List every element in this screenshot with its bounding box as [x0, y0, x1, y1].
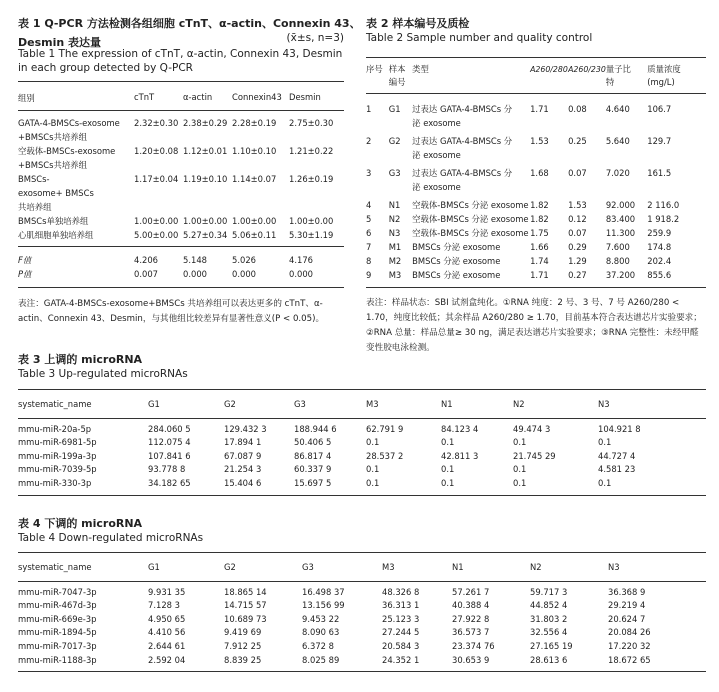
table-row — [366, 94, 706, 131]
table2-cell: M3 — [388, 270, 402, 280]
table4-cell: 30.653 9 — [452, 654, 490, 665]
table1-cell: 0.000 — [232, 269, 256, 279]
table2-cell: N3 — [388, 228, 401, 238]
table2-cell: N1 — [388, 200, 401, 210]
table4-cell: 18.865 14 — [224, 586, 267, 597]
table1-stat-label: F值 — [18, 255, 32, 265]
table1-cell: 5.06±0.11 — [232, 230, 277, 240]
table1-cell: 4.176 — [289, 255, 313, 265]
table2-cell: 83.400 — [605, 214, 636, 224]
table2-cell: 空载体-BMSCs 分泌 exosome — [412, 200, 529, 210]
table1-header: 组别 — [18, 93, 35, 103]
table2-cell: 空载体-BMSCs 分泌 exosome — [412, 214, 529, 224]
table3-cell: 0.1 — [441, 477, 455, 488]
table4-cell: 4.410 56 — [148, 627, 186, 638]
table2-cell: 1.74 — [530, 256, 549, 266]
table2 — [366, 57, 706, 288]
table2-header: 序号 — [366, 64, 383, 74]
table1-group: BMSCs单独培养组 — [18, 216, 89, 226]
table4-cell: 8.839 25 — [224, 654, 262, 665]
table3-cell: 28.537 2 — [366, 450, 404, 461]
table3-header: N3 — [598, 399, 610, 409]
table-row — [18, 654, 706, 672]
table3-cell: 112.075 4 — [148, 437, 191, 448]
table1-cell: 5.00±0.00 — [134, 230, 179, 240]
table-row — [18, 172, 344, 214]
table1-group: 空载体-BMSCs-exosome +BMSCs共培养组 — [18, 146, 116, 170]
table4-block — [18, 516, 706, 672]
table4-cell: 14.715 57 — [224, 600, 267, 611]
table3-header: G1 — [148, 399, 160, 409]
table1-block — [18, 16, 361, 327]
table2-cell: N2 — [388, 214, 401, 224]
table2-cell: 5.640 — [605, 136, 630, 146]
table-row — [18, 214, 344, 228]
table4-cell: 23.374 76 — [452, 640, 495, 651]
table2-header: 量子比特 — [605, 64, 631, 87]
table4-cell: 25.123 3 — [382, 613, 420, 624]
table3-cell: 84.123 4 — [441, 423, 479, 434]
table4 — [18, 552, 706, 672]
table3-cell: 50.406 5 — [294, 437, 332, 448]
table2-cell: 0.12 — [568, 214, 587, 224]
table3-header: G2 — [224, 399, 236, 409]
table2-cell: 7.600 — [605, 242, 630, 252]
table1-header: cTnT — [134, 92, 155, 102]
table1-cell: 1.12±0.01 — [183, 146, 228, 156]
table3-name: mmu-miR-7039-5p — [18, 464, 97, 475]
table3-name: mmu-miR-330-3p — [18, 477, 92, 488]
table-row — [18, 463, 706, 477]
table4-header-row — [18, 553, 706, 582]
table2-cell: 0.27 — [568, 270, 587, 280]
table-row — [18, 228, 344, 247]
table2-block — [366, 16, 706, 356]
table4-header: G2 — [224, 562, 236, 572]
table-row — [366, 194, 706, 212]
table4-cell: 28.613 6 — [530, 654, 568, 665]
table-row — [366, 130, 706, 162]
table3-name: mmu-miR-20a-5p — [18, 423, 92, 434]
table4-name: mmu-miR-1188-3p — [18, 654, 97, 665]
table4-cell: 2.592 04 — [148, 654, 186, 665]
table3-cell: 0.1 — [598, 437, 612, 448]
table4-name: mmu-miR-1894-5p — [18, 627, 97, 638]
table1-header: α-actin — [183, 92, 213, 102]
table-row — [366, 212, 706, 226]
table4-cell: 4.950 65 — [148, 613, 186, 624]
table2-cell: G2 — [388, 136, 401, 146]
table3-cell: 4.581 23 — [598, 464, 636, 475]
table1-cell: 1.20±0.08 — [134, 146, 179, 156]
table2-caption-en: Table 2 Sample number and quality control — [366, 32, 593, 44]
table-row — [366, 254, 706, 268]
table4-header: M3 — [382, 562, 395, 572]
table2-cell: 过表达 GATA-4-BMSCs 分泌 exosome — [412, 136, 513, 160]
table2-cell: 259.9 — [647, 228, 672, 238]
table4-cell: 36.313 1 — [382, 600, 420, 611]
table2-note: 表注：样品状态：SBI 试剂盒纯化。①RNA 纯度：2 号、3 号、7 号 A260/280 < 1.70，纯度比较低；其余样品 A260/280 ≥ 1.70，目前基本符合表达谱芯片实验要求；②RNA 总量：样品总量≥ 30 ng，满足表达谱芯片实验要求；③RNA 完整性：未经甲醛变性胶电泳检测。 — [366, 298, 702, 353]
table2-cell: 空载体-BMSCs 分泌 exosome — [412, 228, 529, 238]
table3-caption-zh: 表 3 上调的 microRNA — [18, 353, 143, 366]
table2-cell: 1 918.2 — [647, 214, 680, 224]
table-row — [18, 436, 706, 450]
table4-cell: 9.419 69 — [224, 627, 262, 638]
table4-cell: 18.672 65 — [608, 654, 651, 665]
table3-header: systematic_name — [18, 399, 92, 409]
table2-cell: 1.29 — [568, 256, 587, 266]
table4-cell: 17.220 32 — [608, 640, 651, 651]
table2-header-row — [366, 58, 706, 94]
table2-cell: 202.4 — [647, 256, 672, 266]
table3-cell: 60.337 9 — [294, 464, 332, 475]
table3-cell: 42.811 3 — [441, 450, 479, 461]
table4-cell: 57.261 7 — [452, 586, 490, 597]
table-row — [18, 613, 706, 627]
table3-cell: 21.254 3 — [224, 464, 262, 475]
table3-cell: 44.727 4 — [598, 450, 636, 461]
table4-header: N2 — [530, 562, 542, 572]
table2-cell: 1.53 — [530, 136, 549, 146]
table3-cell: 0.1 — [366, 477, 380, 488]
table3-cell: 284.060 5 — [148, 423, 191, 434]
table-row — [18, 581, 706, 599]
table2-cell: 11.300 — [605, 228, 636, 238]
table3-cell: 0.1 — [513, 464, 527, 475]
table4-cell: 32.556 4 — [530, 627, 568, 638]
table3-cell: 93.778 8 — [148, 464, 186, 475]
table2-cell: 6 — [366, 228, 372, 238]
table2-cell: 1.68 — [530, 168, 549, 178]
table1-cell: 2.32±0.30 — [134, 118, 179, 128]
table2-cell: 161.5 — [647, 168, 672, 178]
table3-name: mmu-miR-6981-5p — [18, 437, 97, 448]
table2-cell: 2 — [366, 136, 372, 146]
table4-cell: 10.689 73 — [224, 613, 267, 624]
table4-cell: 2.644 61 — [148, 640, 186, 651]
table2-cell: M1 — [388, 242, 402, 252]
table4-header: G1 — [148, 562, 160, 572]
table2-cell: 1.75 — [530, 228, 549, 238]
table-row — [18, 450, 706, 464]
table4-cell: 20.584 3 — [382, 640, 420, 651]
table3-cell: 0.1 — [366, 464, 380, 475]
table2-cell: 174.8 — [647, 242, 672, 252]
table1-header: Connexin43 — [232, 92, 282, 102]
table-row — [18, 626, 706, 640]
table4-cell: 8.090 63 — [302, 627, 340, 638]
table3-cell: 49.474 3 — [513, 423, 551, 434]
table4-cell: 27.922 8 — [452, 613, 490, 624]
table3-cell: 21.745 29 — [513, 450, 556, 461]
table3 — [18, 389, 706, 496]
table3-header: M3 — [366, 399, 379, 409]
table2-cell: 1 — [366, 104, 372, 114]
table2-cell: 过表达 GATA-4-BMSCs 分泌 exosome — [412, 168, 513, 192]
table2-cell: 9 — [366, 270, 372, 280]
table2-cell: 4.640 — [605, 104, 630, 114]
table2-cell: G3 — [388, 168, 401, 178]
table1-cell: 1.26±0.19 — [289, 174, 334, 184]
table1-cell: 5.27±0.34 — [183, 230, 228, 240]
table4-cell: 59.717 3 — [530, 586, 568, 597]
table4-cell: 13.156 99 — [302, 600, 345, 611]
table4-cell: 9.453 22 — [302, 613, 340, 624]
table1-cell: 4.206 — [134, 255, 158, 265]
table1-cell: 1.00±0.00 — [134, 216, 179, 226]
table1-header: Desmin — [289, 92, 321, 102]
table2-cell: 855.6 — [647, 270, 672, 280]
table2-cell: 37.200 — [605, 270, 636, 280]
table3-header: N2 — [513, 399, 525, 409]
table1-cell: 0.007 — [134, 269, 158, 279]
table4-caption-zh: 表 4 下调的 microRNA — [18, 517, 143, 530]
table2-cell: 7.020 — [605, 168, 630, 178]
table1-cell: 1.19±0.10 — [183, 174, 228, 184]
table2-cell: 0.25 — [568, 136, 587, 146]
table2-cell: 1.71 — [530, 270, 549, 280]
table3-cell: 67.087 9 — [224, 450, 262, 461]
table2-cell: 4 — [366, 200, 372, 210]
table4-cell: 44.852 4 — [530, 600, 568, 611]
table1-caption-en: Table 1 The expression of cTnT, α-actin, Connexin 43, Desmin in each group detected by Q-PCR — [18, 48, 343, 74]
table-row — [366, 226, 706, 240]
table1-cell: 1.10±0.10 — [232, 146, 277, 156]
table2-cell: 1.66 — [530, 242, 549, 252]
table3-cell: 15.697 5 — [294, 477, 332, 488]
table-row — [18, 144, 344, 172]
table-row — [366, 240, 706, 254]
table3-cell: 107.841 6 — [148, 450, 191, 461]
table1-cell: 5.148 — [183, 255, 207, 265]
table3-cell: 0.1 — [366, 437, 380, 448]
table3-cell: 15.404 6 — [224, 477, 262, 488]
table1-stat-label: P值 — [18, 269, 32, 279]
table3-cell: 34.182 65 — [148, 477, 191, 488]
table3-cell: 17.894 1 — [224, 437, 262, 448]
table2-cell: 1.82 — [530, 200, 549, 210]
table3-cell: 0.1 — [513, 437, 527, 448]
table2-header: A260/280 — [530, 65, 568, 74]
table4-header: G3 — [302, 562, 314, 572]
table4-cell: 48.326 8 — [382, 586, 420, 597]
table4-cell: 7.912 25 — [224, 640, 262, 651]
table1-cell: 0.000 — [289, 269, 313, 279]
table1-cell: 1.00±0.00 — [289, 216, 334, 226]
table3-cell: 0.1 — [598, 477, 612, 488]
table3-header-row — [18, 390, 706, 419]
table3-name: mmu-miR-199a-3p — [18, 450, 97, 461]
table2-cell: BMSCs 分泌 exosome — [412, 270, 501, 280]
table4-name: mmu-miR-7017-3p — [18, 640, 97, 651]
table2-cell: 129.7 — [647, 136, 672, 146]
table2-caption-zh: 表 2 样本编号及质检 — [366, 17, 470, 30]
table2-cell: 7 — [366, 242, 372, 252]
table3-header: N1 — [441, 399, 453, 409]
table4-cell: 40.388 4 — [452, 600, 490, 611]
table1-group: BMSCs-exosome+ BMSCs共培养组 — [18, 174, 94, 212]
table3-block — [18, 352, 706, 496]
table4-header: N1 — [452, 562, 464, 572]
table2-cell: G1 — [388, 104, 401, 114]
table1-header-row — [18, 82, 344, 111]
table2-cell: 0.07 — [568, 168, 587, 178]
table4-cell: 20.624 7 — [608, 613, 646, 624]
table4-cell: 36.368 9 — [608, 586, 646, 597]
table2-cell: 8.800 — [605, 256, 630, 266]
table1-group: GATA-4-BMSCs-exosome +BMSCs共培养组 — [18, 118, 120, 142]
table3-cell: 0.1 — [441, 437, 455, 448]
table3-cell: 0.1 — [513, 477, 527, 488]
table2-cell: 106.7 — [647, 104, 672, 114]
table4-cell: 36.573 7 — [452, 627, 490, 638]
table3-caption-en: Table 3 Up-regulated microRNAs — [18, 368, 188, 380]
table2-cell: 0.07 — [568, 228, 587, 238]
table-row — [18, 599, 706, 613]
table4-header: systematic_name — [18, 562, 92, 572]
table2-cell: 0.08 — [568, 104, 587, 114]
table1-cell: 1.00±0.00 — [232, 216, 277, 226]
table2-cell: BMSCs 分泌 exosome — [412, 242, 501, 252]
table4-cell: 7.128 3 — [148, 600, 180, 611]
table2-cell: 过表达 GATA-4-BMSCs 分泌 exosome — [412, 104, 513, 128]
table1-cell: 5.30±1.19 — [289, 230, 334, 240]
table2-header: 样本编号 — [388, 64, 406, 87]
table4-cell: 27.244 5 — [382, 627, 420, 638]
table3-cell: 62.791 9 — [366, 423, 404, 434]
table-row — [18, 247, 344, 268]
table-row — [18, 418, 706, 436]
table1-cell: 1.17±0.04 — [134, 174, 179, 184]
table1-caption-unit: (x̄±s, n=3) — [286, 32, 344, 44]
table2-header: A260/230 — [568, 65, 606, 74]
table3-cell: 0.1 — [441, 464, 455, 475]
table2-cell: 92.000 — [605, 200, 636, 210]
table-row — [366, 268, 706, 288]
table4-cell: 31.803 2 — [530, 613, 568, 624]
table4-cell: 6.372 8 — [302, 640, 334, 651]
table3-cell: 188.944 6 — [294, 423, 337, 434]
table2-cell: 8 — [366, 256, 372, 266]
table2-cell: M2 — [388, 256, 402, 266]
table1-cell: 5.026 — [232, 255, 256, 265]
table1 — [18, 81, 344, 288]
table-row — [18, 477, 706, 495]
table-row — [18, 267, 344, 288]
table4-header: N3 — [608, 562, 620, 572]
table4-cell: 27.165 19 — [530, 640, 573, 651]
table1-cell: 1.21±0.22 — [289, 146, 334, 156]
table2-cell: 5 — [366, 214, 372, 224]
table3-cell: 129.432 3 — [224, 423, 267, 434]
table2-header: 类型 — [412, 64, 429, 74]
table-row — [366, 162, 706, 194]
table2-cell: 2 116.0 — [647, 200, 680, 210]
table-row — [18, 111, 344, 145]
table2-cell: BMSCs 分泌 exosome — [412, 256, 501, 266]
table4-cell: 8.025 89 — [302, 654, 340, 665]
table4-name: mmu-miR-467d-3p — [18, 600, 97, 611]
table3-cell: 86.817 4 — [294, 450, 332, 461]
table4-cell: 9.931 35 — [148, 586, 186, 597]
table2-cell: 0.29 — [568, 242, 587, 252]
table1-cell: 2.38±0.29 — [183, 118, 228, 128]
table4-name: mmu-miR-669e-3p — [18, 613, 97, 624]
table4-cell: 16.498 37 — [302, 586, 345, 597]
table1-cell: 2.75±0.30 — [289, 118, 334, 128]
table2-cell: 1.53 — [568, 200, 587, 210]
table4-cell: 29.219 4 — [608, 600, 646, 611]
table3-header: G3 — [294, 399, 306, 409]
table2-header: 质量浓度 (mg/L) — [647, 64, 681, 87]
table1-caption-zh: 表 1 Q-PCR 方法检测各组细胞 cTnT、α-actin、Connexin 43、 — [18, 17, 361, 30]
table2-cell: 3 — [366, 168, 372, 178]
table4-caption-en: Table 4 Down-regulated microRNAs — [18, 532, 204, 544]
table4-cell: 24.352 1 — [382, 654, 420, 665]
table4-cell: 20.084 26 — [608, 627, 651, 638]
table1-note: 表注：GATA-4-BMSCs-exosome+BMSCs 共培养组可以表达更多的 cTnT、α-actin、Connexin 43、Desmin，与其他组比较差异有显著性意义(P < 0.05)。 — [18, 299, 325, 324]
table1-cell: 1.00±0.00 — [183, 216, 228, 226]
table1-cell: 1.14±0.07 — [232, 174, 277, 184]
table1-group: 心肌细胞单独培养组 — [18, 230, 94, 240]
table1-caption-zh2: Desmin 表达量 — [18, 36, 102, 49]
table2-cell: 1.82 — [530, 214, 549, 224]
table2-cell: 1.71 — [530, 104, 549, 114]
table-row — [18, 640, 706, 654]
table1-cell: 2.28±0.19 — [232, 118, 277, 128]
table3-cell: 104.921 8 — [598, 423, 641, 434]
table1-cell: 0.000 — [183, 269, 207, 279]
table4-name: mmu-miR-7047-3p — [18, 586, 97, 597]
